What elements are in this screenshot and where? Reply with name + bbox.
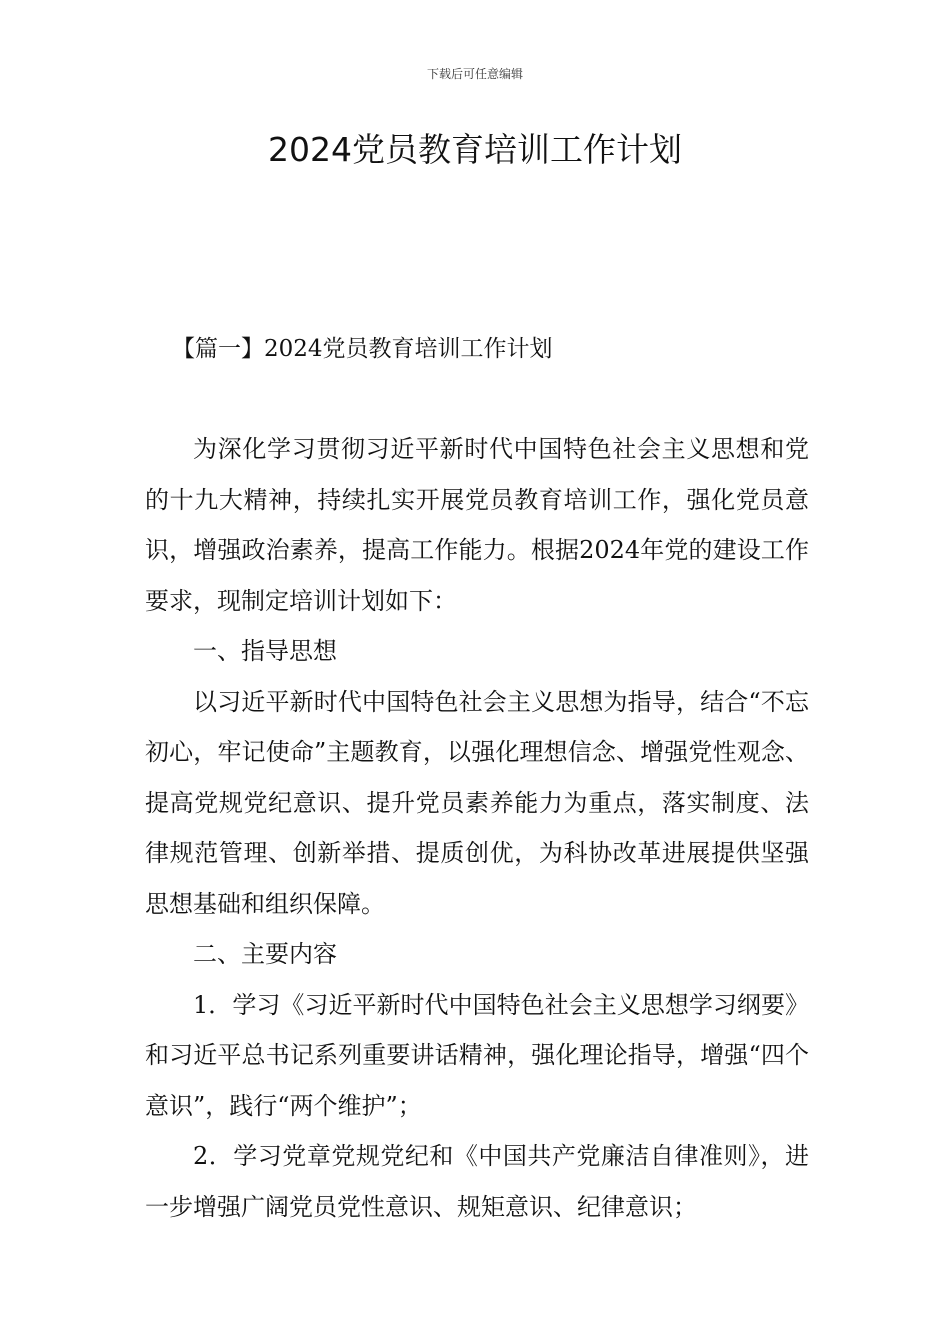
content-item-2: 2．学习党章党规党纪和《中国共产党廉洁自律准则》，进一步增强广阔党员党性意识、规矩意识、纪律意识； (145, 1142, 809, 1221)
content-item-1: 1．学习《习近平新时代中国特色社会主义思想学习纲要》和习近平总书记系列重要讲话精神，强化理论指导，增强“四个意识”，践行“两个维护”； (145, 990, 809, 1120)
page-title: 2024党员教育培训工作计划 (268, 130, 682, 169)
guiding-ideology-paragraph: 以习近平新时代中国特色社会主义思想为指导，结合“不忘初心，牢记使命”主题教育，以强化理想信念、增强党性观念、提高党规党纪意识、提升党员素养能力为重点，落实制度、法律规范管理、创新举措、提质创优，为科协改革进展提供坚强思想基础和组织保障。 (145, 687, 809, 918)
heading-guiding-ideology: 一、指导思想 (193, 637, 337, 665)
heading-main-content: 二、主要内容 (193, 940, 337, 968)
header-note: 下载后可任意编辑 (426, 67, 523, 81)
intro-paragraph: 为深化学习贯彻习近平新时代中国特色社会主义思想和党的十九大精神，持续扎实开展党员教育培训工作，强化党员意识，增强政治素养，提高工作能力。根据2024年党的建设工作要求，现制定培训计划如下： (145, 435, 809, 615)
section-heading: 【篇一】2024党员教育培训工作计划 (172, 336, 553, 362)
document-body (145, 424, 809, 1232)
